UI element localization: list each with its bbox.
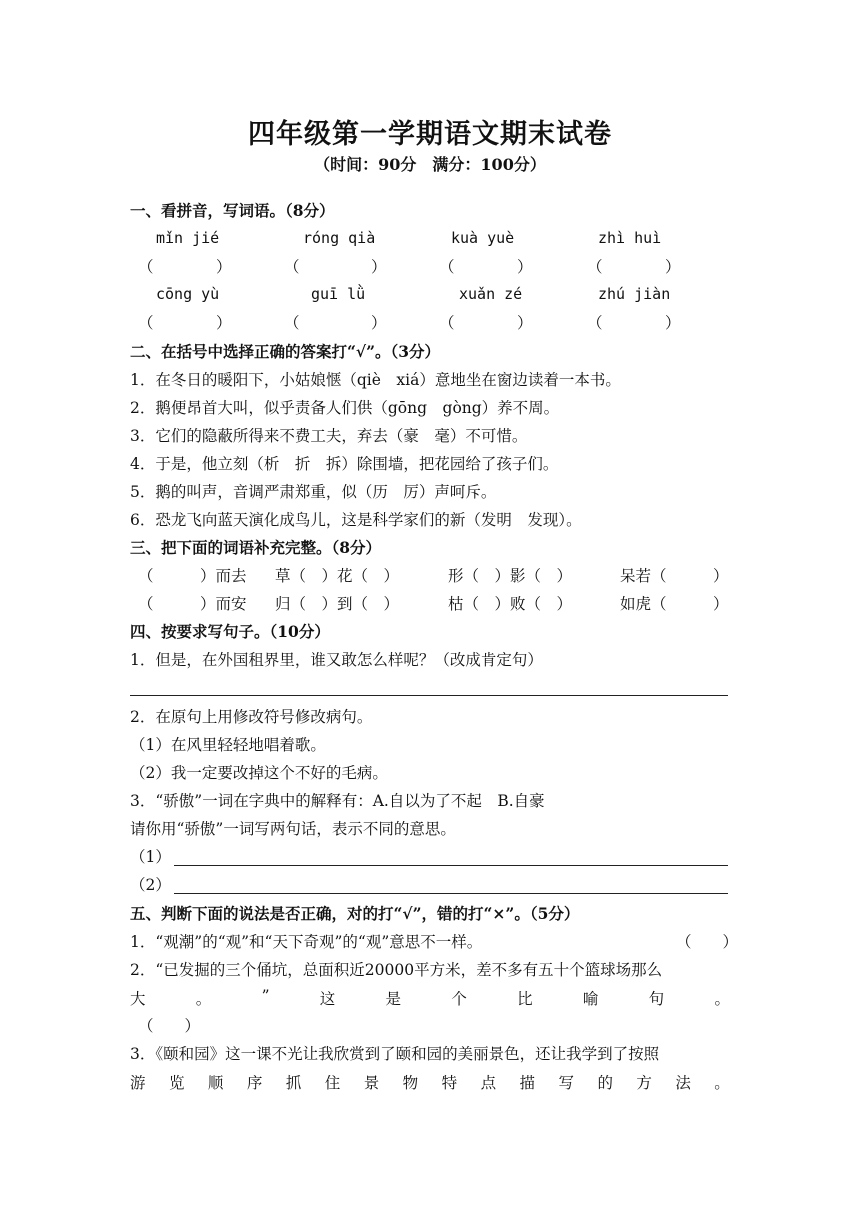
char: 游: [130, 1074, 146, 1092]
pinyin-label: róng qià: [303, 229, 376, 247]
idiom-blank: 枯（ ）败（ ）: [448, 595, 573, 613]
answer-box-close: ）: [665, 314, 681, 332]
char: 。: [195, 990, 212, 1008]
answer-box-close: ）: [371, 314, 387, 332]
justified-line: [130, 1071, 730, 1093]
judge-box[interactable]: （ ）: [138, 1017, 201, 1035]
section-3-header: 三、把下面的词语补充完整。（8分）: [130, 538, 382, 557]
idiom-blank: 如虎（ ）: [620, 595, 729, 613]
answer-line[interactable]: [174, 865, 728, 866]
char: 抓: [285, 1074, 302, 1092]
char: 比: [517, 990, 533, 1008]
question-item: 3．《颐和园》这一课不光让我欣赏到了颐和园的美丽景色，还让我学到了按照: [130, 1045, 660, 1063]
question-item: 6．恐龙飞向蓝天演化成鸟儿，这是科学家们的新（发明 发现）。: [130, 511, 582, 529]
char: 景: [363, 1074, 380, 1092]
answer-box-close: ）: [517, 314, 533, 332]
char: 是: [385, 990, 402, 1008]
question-item: 2．在原句上用修改符号修改病句。: [130, 708, 373, 726]
idiom-blank: （ ）而去: [138, 567, 247, 585]
section-2-header: 二、在括号中选择正确的答案打“√”。（3分）: [130, 342, 441, 361]
answer-box-open: （: [284, 258, 300, 276]
char: 个: [451, 990, 467, 1008]
question-item: 5．鹅的叫声，音调严肃郑重，似（历 厉）声呵斥。: [130, 483, 497, 501]
char: 物: [402, 1074, 419, 1092]
answer-box-open: （: [587, 258, 603, 276]
pinyin-label: cōng yù: [156, 285, 220, 303]
answer-line[interactable]: [174, 893, 728, 894]
section-5-header: 五、判断下面的说法是否正确，对的打“√”，错的打“×”。（5分）: [130, 904, 580, 923]
char: 点: [480, 1074, 497, 1092]
char: 。: [714, 990, 730, 1008]
char: 览: [168, 1074, 185, 1092]
char: 大: [130, 990, 146, 1008]
sub-question: （1）在风里轻轻地唱着歌。: [130, 736, 326, 754]
char: 句: [648, 990, 665, 1008]
question-item: 4．于是，他立刻（析 折 拆）除围墙，把花园给了孩子们。: [130, 455, 559, 473]
char: 住: [324, 1074, 341, 1092]
answer-box-close: ）: [517, 258, 533, 276]
answer-label: （2）: [130, 876, 171, 894]
question-item: 2．鹅便昂首大叫，似乎责备人们供（gōng gòng）养不周。: [130, 399, 560, 417]
answer-box-open: （: [284, 314, 300, 332]
char: 描: [519, 1074, 536, 1092]
sub-question: （2）我一定要改掉这个不好的毛病。: [130, 764, 388, 782]
answer-box-close: ）: [665, 258, 681, 276]
justified-line: [130, 987, 730, 1009]
char: 特: [441, 1074, 458, 1092]
answer-box-open: （: [138, 314, 154, 332]
char: 写: [558, 1074, 574, 1092]
question-item: 2．“已发掘的三个俑坑，总面积近20000平方米，差不多有五十个篮球场那么: [130, 961, 663, 979]
char: 喻: [582, 990, 599, 1008]
char: 。: [714, 1074, 730, 1092]
judge-box[interactable]: （ ）: [676, 933, 739, 951]
answer-box-open: （: [138, 258, 154, 276]
answer-box-close: ）: [216, 314, 232, 332]
page-title: 四年级第一学期语文期末试卷: [248, 119, 612, 150]
pinyin-label: kuà yuè: [451, 229, 515, 247]
char: 这: [319, 990, 336, 1008]
question-item: 1．但是，在外国租界里，谁又敢怎么样呢？（改成肯定句）: [130, 651, 543, 669]
answer-label: （1）: [130, 848, 171, 866]
pinyin-label: zhú jiàn: [598, 285, 671, 303]
idiom-blank: 呆若（ ）: [620, 567, 729, 585]
answer-box-close: ）: [216, 258, 232, 276]
char: ”: [261, 987, 270, 1005]
section-4-header: 四、按要求写句子。（10分）: [130, 622, 330, 641]
question-instruction: 请你用“骄傲”一词写两句话，表示不同的意思。: [130, 820, 456, 838]
idiom-blank: 归（ ）到（ ）: [275, 595, 400, 613]
question-item: 3．它们的隐蔽所得来不费工夫，弃去（豪 毫）不可惜。: [130, 427, 528, 445]
exam-info: （时间：90分 满分：100分）: [314, 155, 546, 174]
char: 顺: [207, 1074, 224, 1092]
answer-box-open: （: [439, 314, 455, 332]
section-1-header: 一、看拼音，写词语。（8分）: [130, 201, 335, 220]
answer-box-close: ）: [371, 258, 387, 276]
pinyin-label: xuǎn zé: [459, 285, 523, 303]
pinyin-label: guī lǜ: [311, 285, 366, 303]
answer-box-open: （: [439, 258, 455, 276]
idiom-blank: （ ）而安: [138, 595, 247, 613]
char: 方: [636, 1074, 652, 1092]
pinyin-label: mǐn jié: [156, 229, 220, 247]
char: 法: [675, 1074, 691, 1092]
char: 序: [246, 1074, 263, 1092]
question-item: 1．“观潮”的“观”和“天下奇观”的“观”意思不一样。: [130, 933, 483, 951]
pinyin-label: zhì huì: [598, 229, 662, 247]
idiom-blank: 草（ ）花（ ）: [275, 567, 400, 585]
idiom-blank: 形（ ）影（ ）: [448, 567, 573, 585]
answer-line[interactable]: [130, 695, 728, 696]
char: 的: [597, 1074, 613, 1092]
answer-box-open: （: [587, 314, 603, 332]
question-item: 3．“骄傲”一词在字典中的解释有：A.自以为了不起 B.自豪: [130, 792, 545, 810]
question-item: 1．在冬日的暖阳下，小姑娘惬（qiè xiá）意地坐在窗边读着一本书。: [130, 371, 621, 389]
